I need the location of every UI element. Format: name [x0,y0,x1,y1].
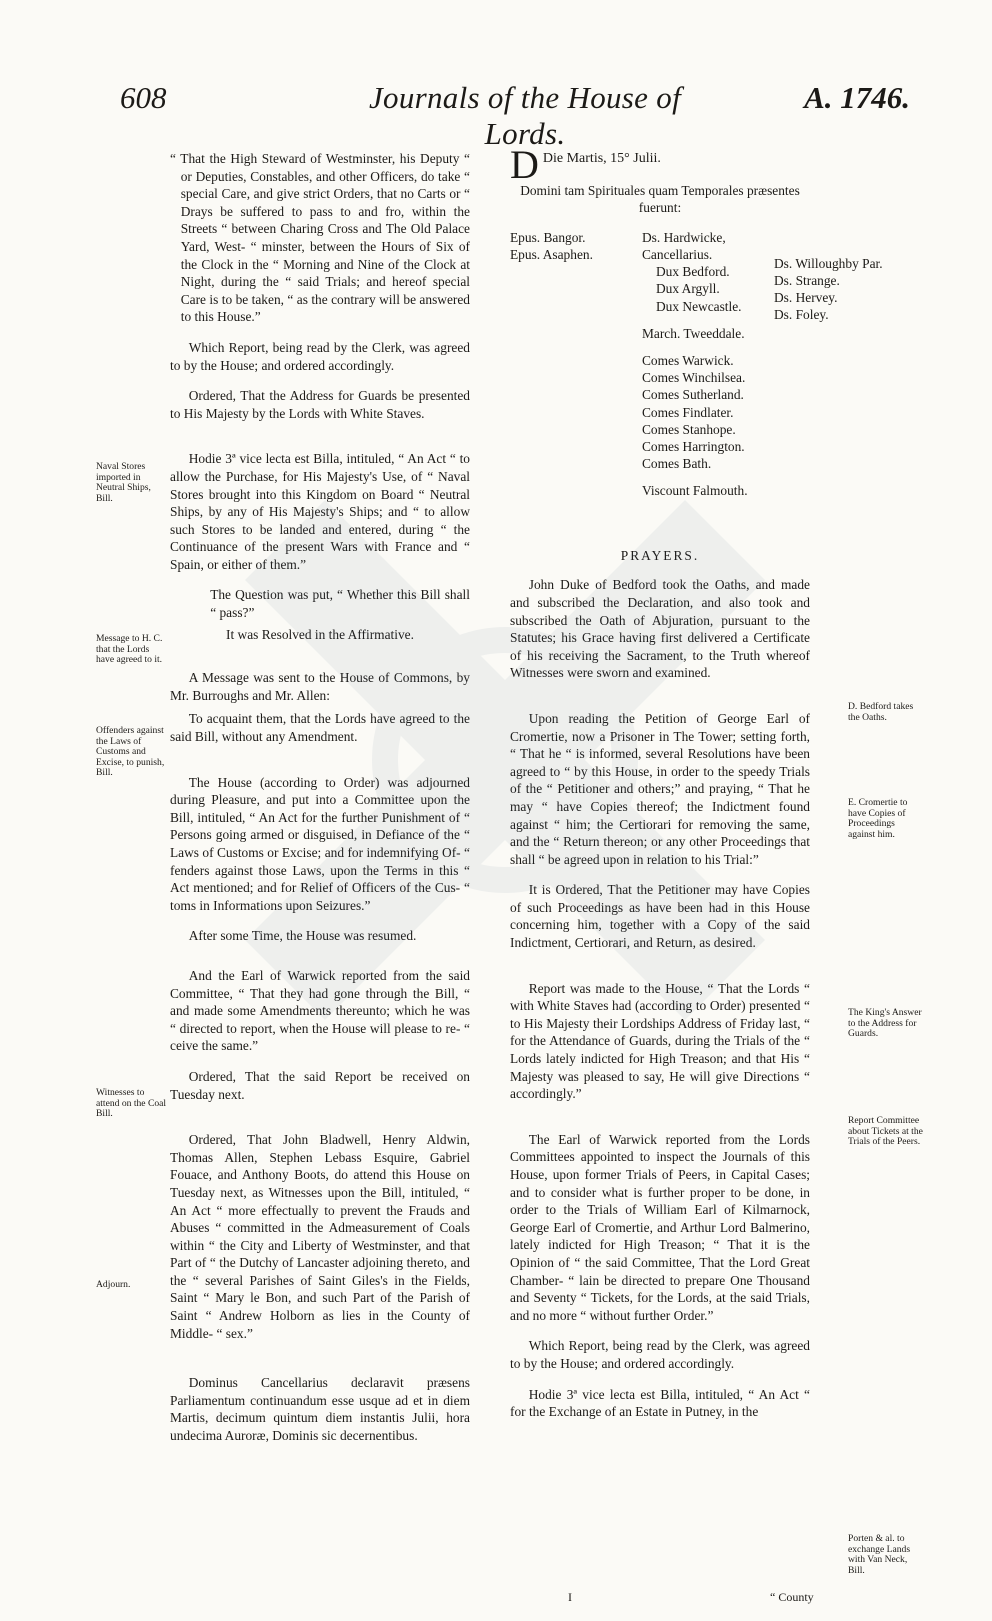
cromertie-petition: Upon reading the Petition of George Earl of Cromertie, now a Prisoner in The Tower; setting forth, “ That he “ is informed, several Resolutions have been agreed to “ by this House, in order to the speedy Trials of the “ Petitioner and others;” and praying, “ That he may “ have Copies thereof; the Indictment found against “ him; the Certiorari for removing the same, and the “ Return thereon; or any other Proceedings that shall “ be agreed upon in relation to his Trial:” [510,710,810,867]
order-witnesses-coal: Ordered, That John Bladwell, Henry Aldwin, Thomas Allen, Stephen Lebass Esquire, Gabriel Fouace, and Anthony Boots, do attend this House on Tuesday next, as Witnesses upon the Bill, intituled, “ An Act “ more effectually to prevent the Frauds and Abuses “ committed in the Admeasurement of Coals within “ the City and Liberty of Westminster, and that Part of “ the Dutchy of Lancaster adjoining thereto, and the “ several Parishes of Saint Giles's in the Fields, Saint “ Mary le Bon, and such Part of the Parish of Saint “ Andrew Holborn as lies in the County of Middle- “ sex.” [170,1132,470,1341]
tickets-report: The Earl of Warwick reported from the Lords Committees appointed to inspect the Journals of this House, upon former Trials of Peers, in Capital Cases; and to consider what is further proper to be done, in order to the Trials of William Earl of Kilmarnock, George Earl of Cromertie, and Arthur Lord Balmerino, lately indicted for High Treason; “ That it is the Opinion of “ the said Committee, That the Lord Great Chamber- “ lain be directed to prepare One Thousand and Seventy “ Tickets, for the Lords, at the said Trials, and no more “ without further Order.” [510,1131,810,1323]
left-column [170,150,470,1458]
house-resumed: After some Time, the House was resumed. [188,928,417,944]
margin-note-naval-stores: Naval Stores imported in Neutral Ships, Bill. [96,461,151,504]
order-address-guards: Ordered, That the Address for Guards be presented to His Majesty by the Lords with White Staves. [170,388,470,421]
margin-note-putney: Porten & al. to exchange Lands with Van Neck, Bill. [848,1533,911,1576]
day-heading: D Die Martis, 15° Julii. [510,142,661,187]
lord-entry: Ds. Willoughby Par. [774,255,883,271]
adjournment-latin: Dominus Cancellarius declaravit præsens Parliamentum continuandum esse usque ad et in diem Martis, decimum quintum diem instantis Julii, hora undecima Auroræ, Dominis sic decernentibus. [170,1375,470,1444]
lord-entry: Ds. Hardwicke, Cancellarius. [642,229,726,262]
catchword: “ County [770,1590,814,1604]
margin-note-witnesses: Witnesses to attend on the Coal Bill. [96,1087,167,1120]
margin-note-adjourn: Adjourn. [96,1279,131,1290]
prayers-heading: PRAYERS. [620,547,700,563]
running-title: Journals of the House of Lords. [368,80,681,151]
page-header [120,80,910,151]
lord-entry: Comes Winchilsea. [642,370,746,386]
question-put: The Question was put, “ Whether this Bill shall “ pass?” [210,587,470,621]
lord-entry: Epus. Bangor. [510,229,586,245]
page-number: 608 [120,80,167,115]
lord-entry: Comes Stanhope. [642,421,736,437]
margin-note-bedford: D. Bedford takes the Oaths. [848,701,914,723]
lord-entry: Viscount Falmouth. [642,483,748,499]
margin-note-message: Message to H. C. that the Lords have agreed to it. [96,633,163,666]
lord-entry: Comes Bath. [642,456,712,472]
margin-note-cromertie: E. Cromertie to have Copies of Proceedings against him. [848,797,908,840]
message-commons: A Message was sent to the House of Commons, by Mr. Burroughs and Mr. Allen: [170,670,470,703]
kings-answer-report: Report was made to the House, “ That the Lords “ with White Staves had (according to Order) presented “ to His Majesty their Lordships Address of Friday last, “ for the Attendance of Guards, during the Trials of the “ Lords lately indicted for High Treason; and that His “ Majesty was pleased to say, He will give Directions “ accordingly.” [510,980,810,1102]
lord-entry: Dux Argyll. [656,281,720,297]
order-copies: It is Ordered, That the Petitioner may have Copies of such Proceedings as have been had in this House concerning him, together with a Copy of the said Indictment, Certiorari, and Return, as desired. [510,882,810,951]
lord-entry: Dux Bedford. [656,264,730,280]
warwick-report: And the Earl of Warwick reported from the said Committee, “ That they had gone through the Bill, “ and made some Amendments thereunto; which he was “ directed to report, when the House will please to re- “ ceive the same.” [170,967,470,1054]
resolved-affirmative: It was Resolved in the Affirmative. [226,626,414,642]
signature-mark: I [568,1590,572,1604]
drop-cap: D [510,142,539,187]
lord-entry: Dux Newcastle. [656,298,742,314]
lords-present-list [510,229,883,547]
lord-entry: Comes Findlater. [642,404,734,420]
order-high-steward: “ That the High Steward of Westminster, his Deputy “ or Deputies, Constables, and other Officers, do take “ special Care, and give strict Orders, that no Carts or “ Drays be suffered to pass to and fro, within the Streets “ between Charing Cross and The Old Palace Yard, West- “ minster, between the Hours of Six of the Clock in the “ Morning and Nine of the Clock at Night, during the “ said Trials; and hereof special Care is to be taken, “ as the contrary will be answered to this House.” [170,151,470,325]
lords-spiritual [510,229,593,263]
year-mark: A. 1746. [804,80,910,115]
report-agreed-2: Which Report, being read by the Clerk, was agreed to by the House; and ordered accordingly. [510,1338,810,1371]
lords-barons [774,255,894,324]
lord-entry: Comes Sutherland. [642,387,744,403]
putney-bill: Hodie 3ª vice lecta est Billa, intituled, “ An Act “ for the Exchange of an Estate in Putney, in the [510,1386,810,1420]
margin-note-kings-answer: The King's Answer to the Address for Guards. [848,1007,922,1040]
margin-note-offenders: Offenders against the Laws of Customs and Excise, to punish, Bill. [96,725,165,779]
lords-present-heading: Domini tam Spirituales quam Temporales præsentes fuerunt: [520,182,800,216]
margin-note-tickets: Report Committee about Tickets at the Trials of the Peers. [848,1115,923,1148]
lord-entry: March. Tweeddale. [642,325,745,341]
lord-entry: Epus. Asaphen. [510,246,593,262]
bedford-oaths: John Duke of Bedford took the Oaths, and made and subscribed the Declaration, and also took and subscribed the Oath of Abjuration, pursuant to the Statutes; his Grace having first delivered a Certificate of his receiving the Sacrament, to the Truth whereof Witnesses were sworn and examined. [510,577,810,681]
report-agreed: Which Report, being read by the Clerk, was agreed to by the House; and ordered accordingly. [170,339,470,373]
committee-offenders-bill: The House (according to Order) was adjourned during Pleasure, and put into a Committee upon the Bill, intituled, “ An Act for the further Punishment of “ Persons going armed or disguised, in Defiance of the “ Laws of Customs or Excise; and for indemnifying Of- “ fenders against those Laws, upon the Terms in this “ Act mentioned; and for Relief of Officers of the Cus- “ toms in Informations upon Seizures.” [170,774,470,913]
order-report-tuesday: Ordered, That the said Report be received on Tuesday next. [170,1068,470,1102]
lord-entry: Ds. Hervey. [774,290,838,306]
naval-stores-bill: Hodie 3ª vice lecta est Billa, intituled, “ An Act “ to allow the Purchase, for His Majesty's Use, of “ Naval Stores brought into this Kingdom on Board “ Neutral Ships, by any of His Majesty's Ships; and “ to allow such Stores to be landed and entered, during “ the Continuance of the present Wars with France and “ Spain, or either of them.” [170,451,470,572]
lords-temporal-main [642,229,772,500]
lord-entry: Comes Warwick. [642,353,734,368]
acquaint-them: To acquaint them, that the Lords have agreed to the said Bill, without any Amendment. [170,711,470,745]
lord-entry: Comes Harrington. [642,439,745,455]
lord-entry: Ds. Foley. [774,307,829,323]
lord-entry: Ds. Strange. [774,272,840,288]
